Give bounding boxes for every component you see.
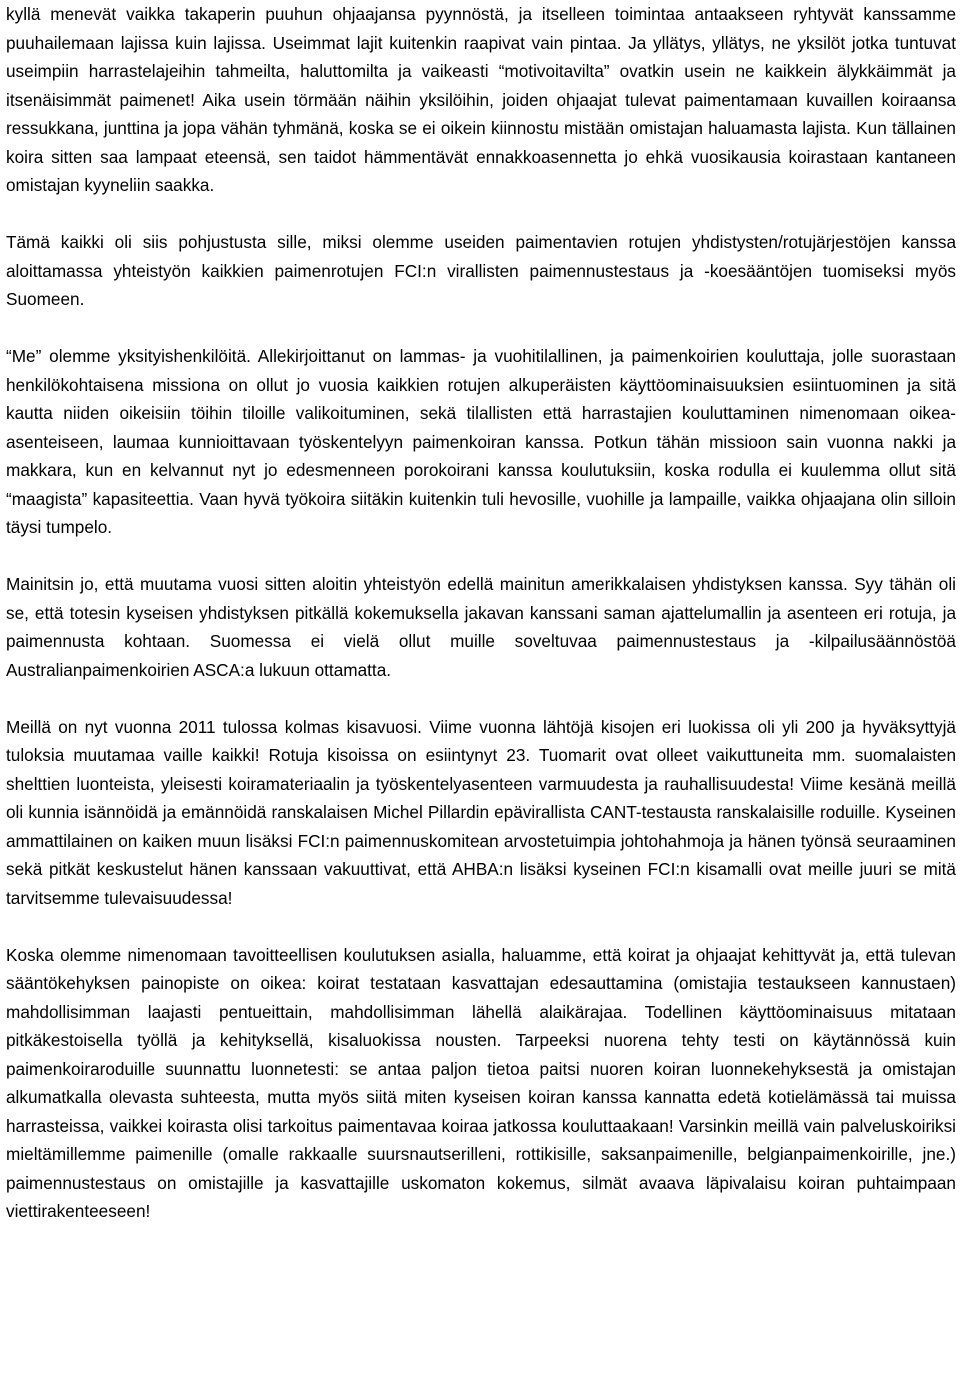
paragraph-american-association: Mainitsin jo, että muutama vuosi sitten aloitin yhteistyön edellä mainitun amerikkalaisen yhdistyksen kanssa. Syy tähän oli se, että totesin kyseisen yhdistyksen pitkällä kokemuksella jakavan kanssani saman ajattelumallin ja asenteen eri rotuja, ja paimennusta kohtaan. Suomessa ei vielä ollut muille soveltuvaa paimennustestaus ja -kilpailusäännöstöä Australianpaimenkoirien ASCA:a lukuun ottamatta. <box>6 574 956 680</box>
document-page <box>6 0 956 1226</box>
paragraph-about-us: “Me” olemme yksityishenkilöitä. Allekirjoittanut on lammas- ja vuohitilallinen, ja paimenkoirien kouluttaja, jolle suorastaan henkilökohtaisena missiona on ollut jo vuosia kaikkien rotujen alkuperäisten käyttöominaisuuksien esiintuominen ja sitä kautta niiden oikeisiin töihin tiloille valikoituminen, sekä tilallisten että harrastajien kouluttaminen nimenomaan oikea-asenteiseen, laumaa kunnioittavaan työskentelyyn paimenkoiran kanssa. Potkun tähän missioon sain vuonna nakki ja makkara, kun en kelvannut nyt jo edesmenneen porokoirani kanssa koulutuksiin, koska rodulla ei kuulemma ollut sitä “maagista” kapasiteettia. Vaan hyvä työkoira siitäkin kuitenkin tuli hevosille, vuohille ja lampaille, vaikka ohjaajana olin silloin täysi tumpelo. <box>6 346 956 537</box>
paragraph-competition-year-2011: Meillä on nyt vuonna 2011 tulossa kolmas kisavuosi. Viime vuonna lähtöjä kisojen eri luokissa oli yli 200 ja hyväksyttyjä tuloksia muutamaa vaille kaikki! Rotuja kisoissa on esiintynyt 23. Tuomarit ovat olleet vaikuttuneita mm. suomalaisten shelttien luonteista, yleisesti koiramateriaalin ja työskentelyasenteen varmuudesta ja rauhallisuudesta! Viime kesänä meillä oli kunnia isännöidä ja emännöidä ranskalaisen Michel Pillardin epävirallista CANT-testausta ranskalaisille roduille. Kyseinen ammattilainen on kaiken muun lisäksi FCI:n paimennuskomitean arvostetuimpia johtohahmoja ja hänen työnsä seuraaminen sekä pitkät keskustelut hänen kanssaan vakuuttivat, että AHBA:n lisäksi kyseinen FCI:n kisamalli ovat meille juuri se mitä tarvitsemme tulevaisuudessa! <box>6 716 956 908</box>
paragraph-training-goals: Koska olemme nimenomaan tavoitteellisen koulutuksen asialla, haluamme, että koirat ja ohjaajat kehittyvät ja, että tulevan sääntökehyksen painopiste on oikea: koirat testataan kasvattajan edesauttamina (omistajia testaukseen kannustaen) mahdollisimman laajasti pentueittain, mahdollisimman lähellä alaikärajaa. Todellinen käyttöominaisuus mitataan pitkäkestoisella työllä ja kehityksellä, kisaluokissa nousten. Tarpeeksi nuorena tehty testi on käytännössä kuin paimenkoiraroduille suunnattu luonnetesti: se antaa paljon tietoa paitsi nuoren koiran luonnekehyksestä ja omistajan alkumatkalla olevasta suhteesta, mutta myös siitä miten kyseisen koiran kanssa kannatta edetä kotielämässä tai muissa harrasteissa, vaikkei koirasta olisi tarkoitus paimentavaa koiraa jatkossa kouluttaakaan! Varsinkin meillä vain palveluskoiriksi mieltämillemme paimenille (omalle rakkaalle suursnautserilleni, rottikisille, saksanpaimenille, belgianpaimenkoirille, jne.) paimennustestaus on omistajille ja kasvattajille uskomaton kokemus, silmät avaava läpivalaisu koiran puhtaimpaan viettirakenteeseen! <box>6 944 956 1221</box>
paragraph-fci-cooperation: Tämä kaikki oli siis pohjustusta sille, miksi olemme useiden paimentavien rotujen yhdistysten/rotujärjestöjen kanssa aloittamassa yhteistyön kaikkien paimenrotujen FCI:n virallisten paimennustestaus ja -koesääntöjen tuomiseksi myös Suomeen. <box>6 232 956 309</box>
paragraph-dog-motivation: kyllä menevät vaikka takaperin puuhun ohjaajansa pyynnöstä, ja itselleen toimintaa antaakseen ryhtyvät kanssamme puuhailemaan lajissa kuin lajissa. Useimmat lajit kuitenkin raapivat vain pintaa. Ja yllätys, yllätys, ne yksilöt jotka tuntuvat useimpiin harrastelajeihin tahmeilta, haluttomilta ja vaikeasti “motivoitavilta” ovatkin usein ne kaikkein älykkäimmät ja itsenäisimmät paimenet! Aika usein törmään näihin yksilöihin, joiden ohjaajat tulevat paimentamaan kuvaillen koiraansa ressukkana, junttina ja jopa vähän tyhmänä, koska se ei oikein kiinnostu mistään omistajan haluamasta lajista. Kun tällainen koira sitten saa lampaat eteensä, sen taidot hämmentävät ennakkoasennetta jo ehkä vuosikausia koirastaan kantaneen omistajan kyyneliin saakka. <box>6 4 956 195</box>
